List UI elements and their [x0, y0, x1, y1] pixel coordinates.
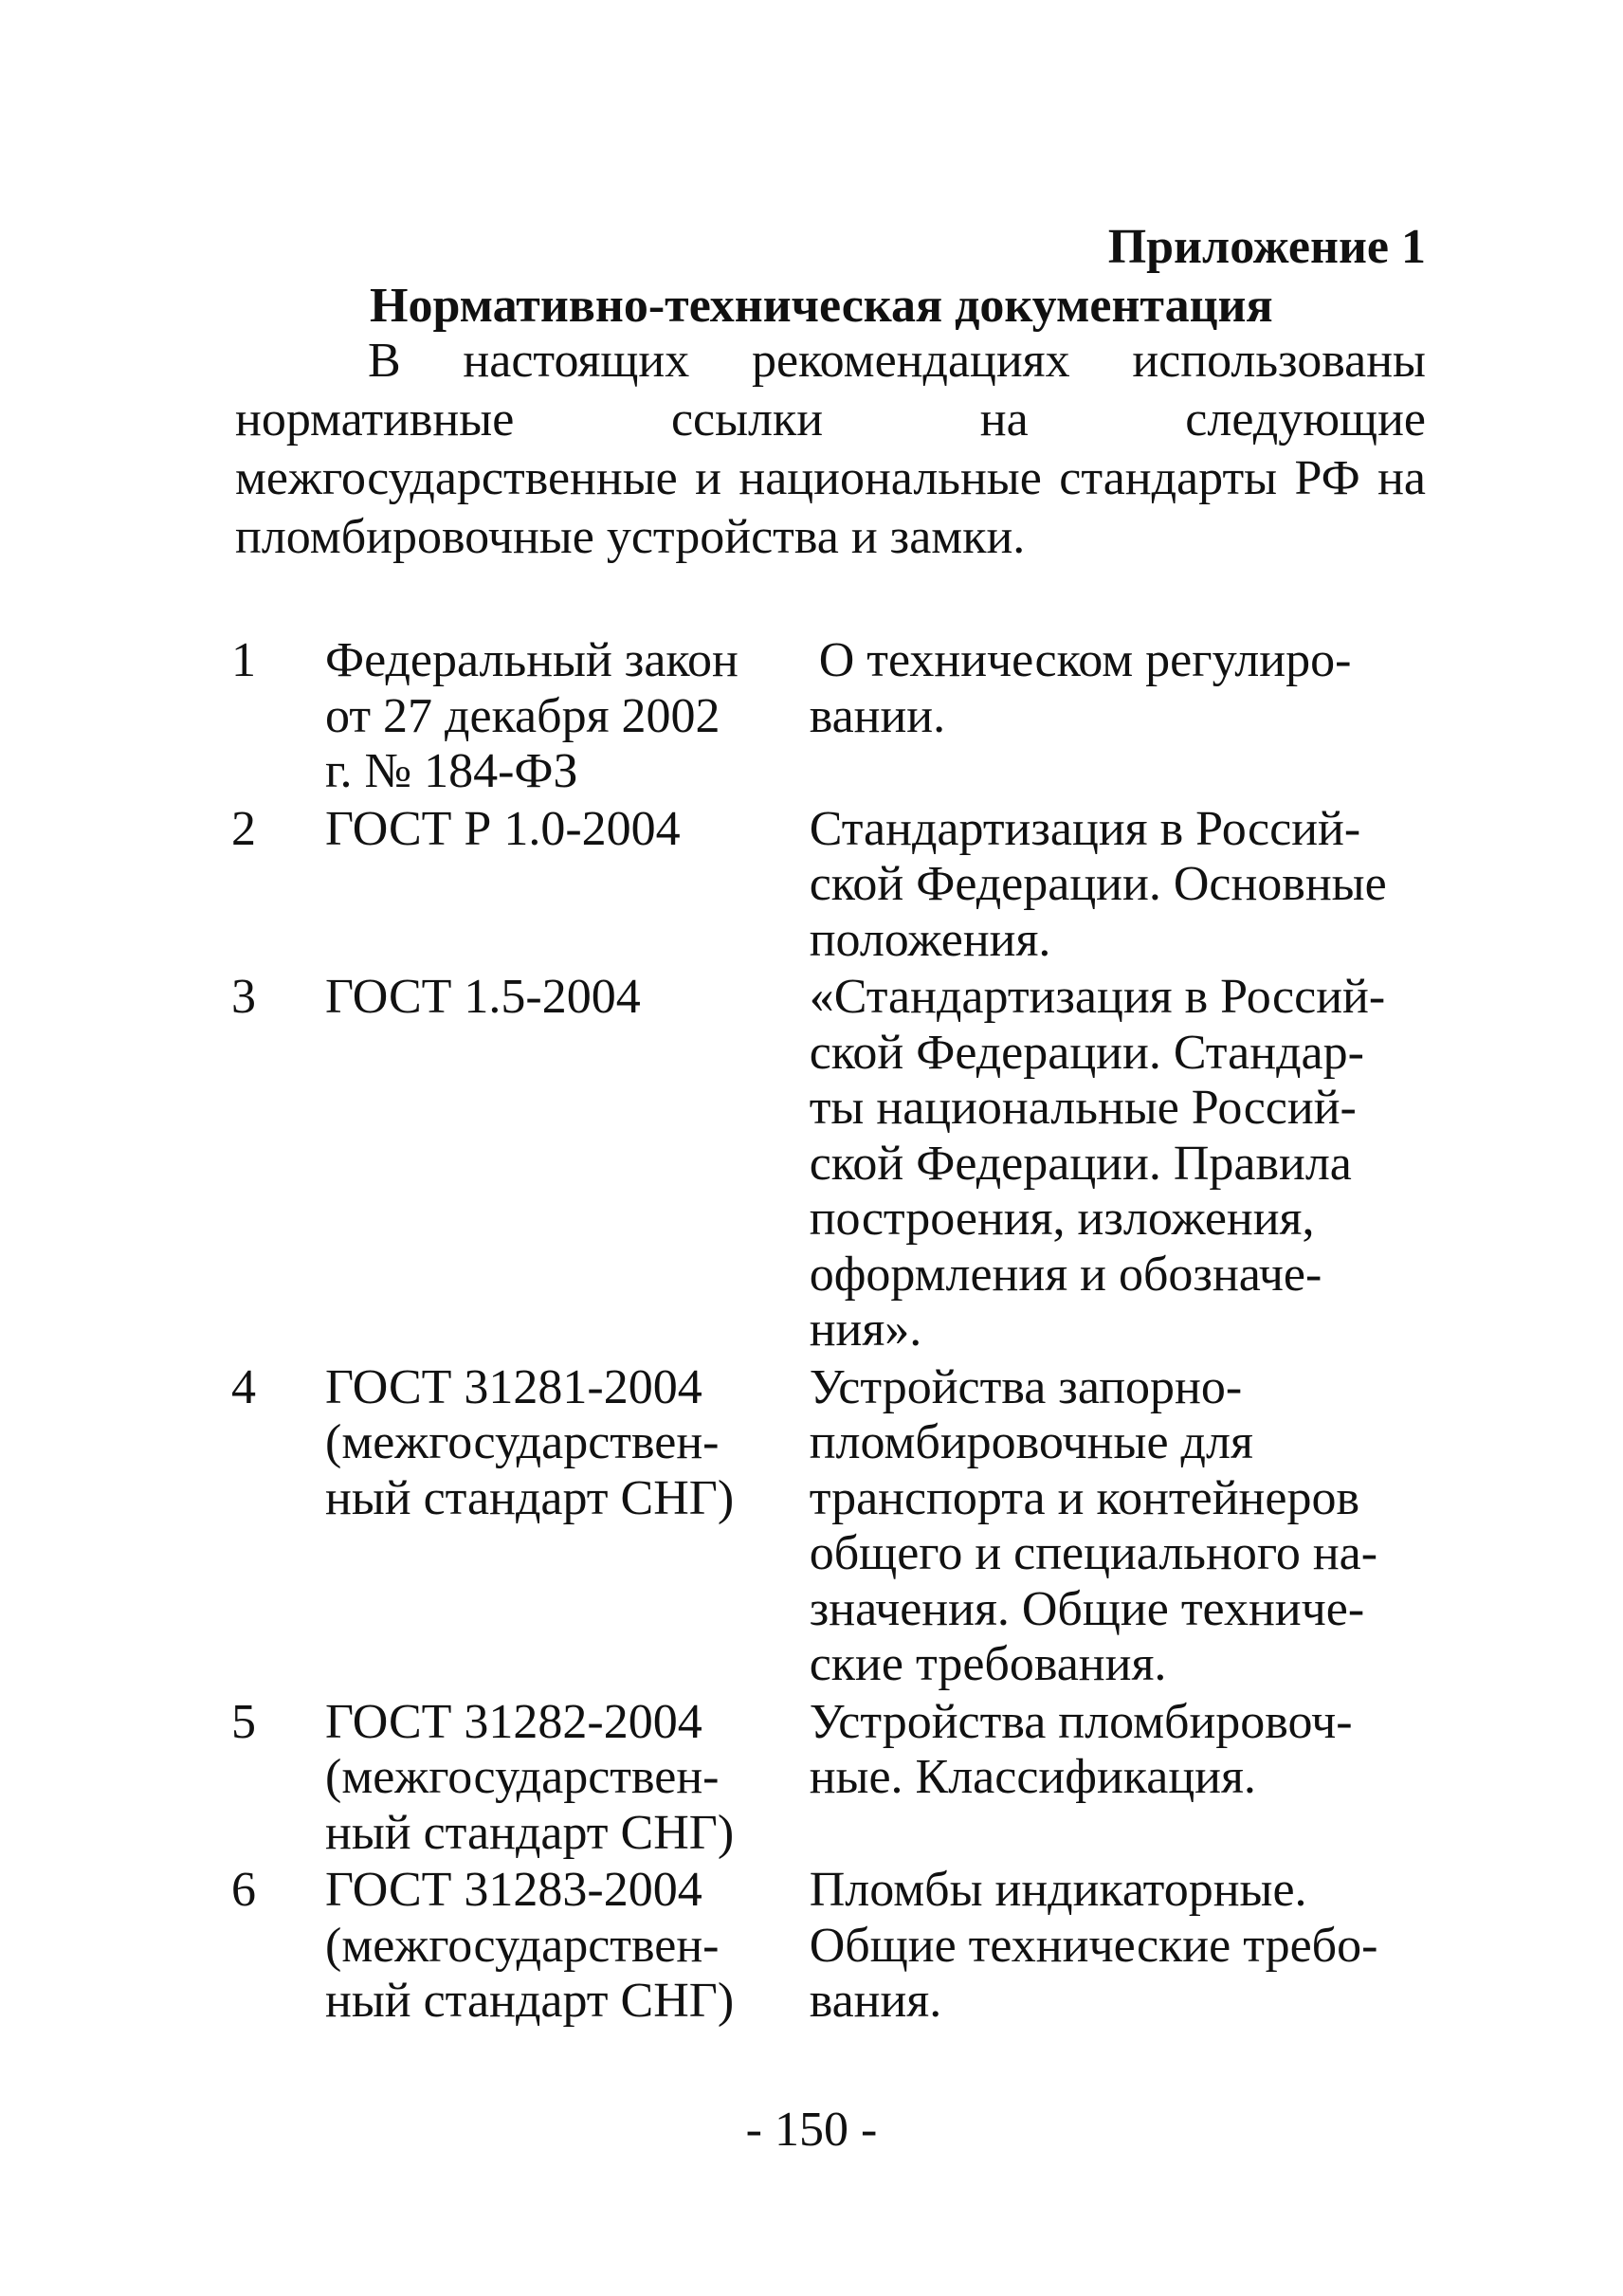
reference-document-line: г. № 184-ФЗ [325, 744, 578, 798]
reference-document-line: Федеральный закон [325, 633, 739, 687]
table-row [226, 633, 1432, 802]
reference-document-line: (межгосударствен- [325, 1918, 720, 1973]
reference-title-line: «Стандартизация в Россий- [809, 970, 1386, 1024]
intro-paragraph: В настоящих рекомендациях использованы нормативные ссылки на следующие межгосударственные и национальные стандарты РФ на пломбировочные устройства и замки. [235, 334, 1426, 564]
appendix-label: Приложение 1 [1107, 220, 1426, 274]
reference-document [325, 1863, 810, 2032]
reference-title-line: вании. [809, 688, 946, 743]
reference-title [810, 802, 1432, 971]
reference-title-line: ты национальные Россий- [809, 1081, 1357, 1135]
table-row [226, 1863, 1432, 2032]
reference-document-line: ГОСТ 31281-2004 [325, 1359, 702, 1414]
reference-number: 2 [231, 801, 256, 856]
reference-document [325, 970, 810, 1360]
reference-document-line: ГОСТ 31282-2004 [325, 1694, 702, 1749]
reference-document [325, 1360, 810, 1695]
reference-document-line: ГОСТ 1.5-2004 [325, 970, 641, 1024]
reference-title-line: ские требования. [809, 1637, 1167, 1691]
reference-title [810, 1695, 1432, 1864]
reference-document-line: ный стандарт СНГ) [325, 1470, 735, 1525]
reference-document [325, 802, 810, 971]
reference-title-line: транспорта и контейнеров [809, 1470, 1360, 1525]
reference-title-line: оформления и обозначе- [809, 1247, 1322, 1302]
reference-title [810, 970, 1432, 1360]
references-table [226, 633, 1432, 2032]
reference-title-line: пломбировочные для [809, 1415, 1253, 1469]
reference-number: 1 [231, 633, 256, 687]
reference-title-line: вания. [809, 1974, 942, 2028]
table-row [226, 970, 1432, 1360]
reference-document-line: ный стандарт СНГ) [325, 1974, 735, 2028]
reference-title [810, 1360, 1432, 1695]
table-row [226, 1360, 1432, 1695]
reference-title-line: Устройства пломбировоч- [809, 1694, 1353, 1749]
reference-title-line: Общие технические требо- [809, 1918, 1378, 1973]
reference-title-line: положения. [809, 912, 1051, 967]
page-title: Нормативно-техническая документация [370, 279, 1273, 333]
reference-document-line: (межгосударствен- [325, 1750, 720, 1804]
reference-document [325, 1695, 810, 1864]
reference-title-line: общего и специального на- [809, 1526, 1378, 1580]
reference-title-line: Пломбы индикаторные. [809, 1863, 1307, 1917]
reference-number: 3 [231, 970, 256, 1024]
reference-document-line: ГОСТ 31283-2004 [325, 1863, 702, 1917]
reference-title [810, 633, 1432, 802]
reference-title [810, 1863, 1432, 2032]
reference-title-line: Стандартизация в Россий- [809, 801, 1361, 856]
reference-number: 4 [231, 1359, 256, 1414]
reference-title-line: Устройства запорно- [809, 1359, 1243, 1414]
reference-document-line: ный стандарт СНГ) [325, 1805, 735, 1860]
reference-title-line: ской Федерации. Основные [809, 857, 1387, 911]
reference-title-line: ской Федерации. Правила [809, 1136, 1352, 1191]
reference-document-line: от 27 декабря 2002 [325, 688, 720, 743]
table-row [226, 1695, 1432, 1864]
page-number: - 150 - [745, 2103, 878, 2157]
reference-title-line: ные. Классификация. [809, 1750, 1256, 1804]
reference-title-line: значения. Общие техниче- [809, 1581, 1365, 1636]
reference-document-line: (межгосударствен- [325, 1415, 720, 1469]
reference-number: 5 [231, 1694, 256, 1749]
reference-title-line: ской Федерации. Стандар- [809, 1025, 1364, 1080]
table-row [226, 802, 1432, 971]
reference-number: 6 [231, 1863, 256, 1917]
reference-title-line: построения, изложения, [809, 1192, 1315, 1246]
reference-document [325, 633, 810, 802]
reference-title-line: ния». [809, 1303, 922, 1357]
reference-title-line: О техническом регулиро- [818, 633, 1352, 687]
reference-document-line: ГОСТ Р 1.0-2004 [325, 801, 681, 856]
